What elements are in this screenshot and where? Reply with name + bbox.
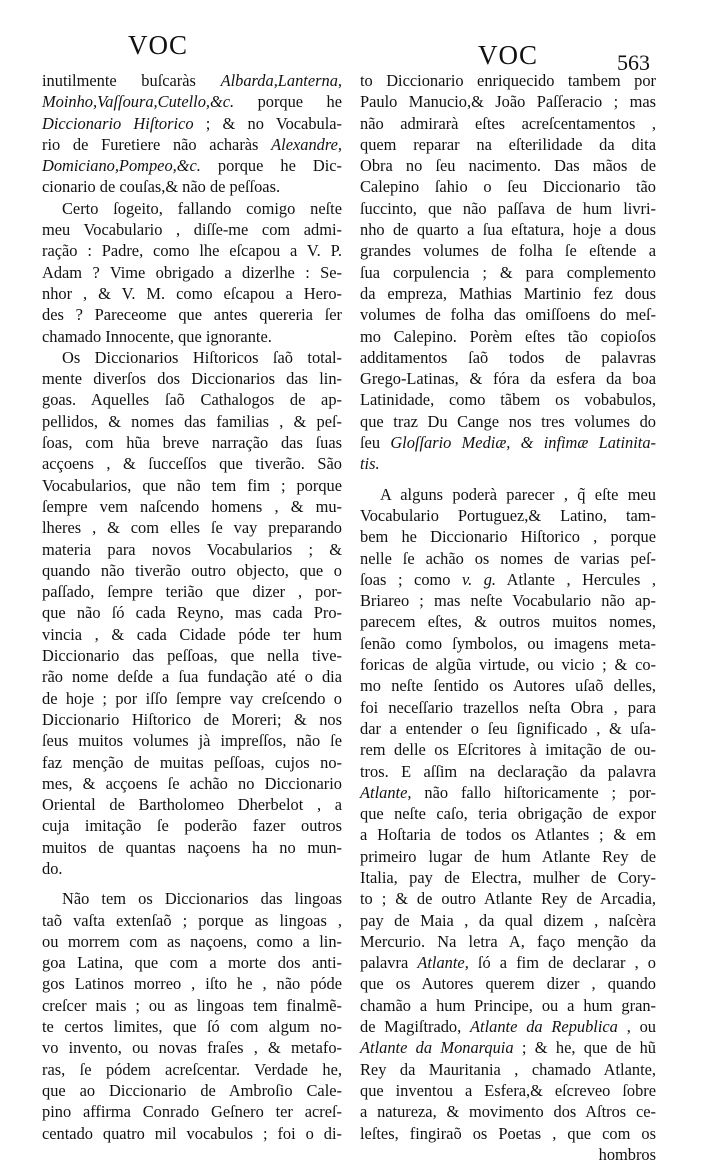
roman-text: rem delle os Eſcritores à imitação de ou-	[360, 740, 656, 760]
text-line	[42, 709, 342, 730]
text-line	[42, 752, 342, 773]
text-line	[360, 1080, 656, 1101]
text-line	[360, 824, 656, 845]
roman-text: mo Calepino. Porèm eſtes tão copioſos	[360, 326, 656, 346]
roman-text: inutilmente buſcaràs	[42, 71, 221, 90]
roman-text: ſeu	[360, 433, 391, 453]
text-line	[360, 739, 656, 760]
text-line	[360, 1101, 656, 1122]
roman-text: quem reparar na eſterilidade da dita	[360, 134, 656, 154]
roman-text: não fallo hiſtoricamente ; por-	[411, 782, 656, 802]
roman-text: Não tem os Diccionarios das lingoas	[62, 889, 342, 909]
text-line	[360, 867, 656, 888]
text-line	[360, 1144, 656, 1165]
roman-text: des ? Pareceome que antes quereria ſer	[42, 305, 342, 325]
running-head-right: VOC	[478, 40, 539, 70]
text-line	[360, 697, 656, 718]
text-line	[42, 1059, 342, 1080]
roman-text: pellidos, & nomes das familias , & peſ-	[42, 411, 342, 431]
paragraph-gap	[42, 879, 342, 888]
text-line	[42, 91, 342, 112]
text-line	[42, 581, 342, 602]
roman-text: ſeus muitos volumes jà impreſſos, não ſe	[42, 731, 342, 751]
roman-text: Vocabulario Portuguez,& Latino, tam-	[360, 505, 656, 525]
text-line	[360, 347, 656, 368]
roman-text: mes, & acçoens ſe achão no Diccionario	[42, 773, 342, 793]
text-line	[360, 910, 656, 931]
roman-text: mo neſte ſentido os Autores uſaõ delles,	[360, 676, 656, 696]
text-line	[42, 411, 342, 432]
roman-text: Diccionario das peſſoas, que nella tive-	[42, 646, 342, 666]
roman-text: cionario de couſas,& não de peſſoas.	[42, 177, 281, 197]
roman-text: Paulo Manucio,& João Paſſeracio ; mas	[360, 92, 656, 112]
roman-text: Adam ? Vime obrigado a dizerlhe : Se-	[42, 262, 342, 282]
roman-text: , ou	[617, 1017, 657, 1037]
roman-text: cuja imitação ſe poderão fazer outros	[42, 816, 342, 836]
paragraph-gap	[360, 475, 656, 484]
roman-text: ſua corpulencia ; & para complemento	[360, 262, 656, 282]
text-line	[42, 219, 342, 240]
roman-text: de Magiſtrado,	[360, 1017, 471, 1037]
text-line	[42, 113, 342, 134]
roman-text: pay de Maia , da qual dizem , naſcèra	[360, 910, 656, 930]
text-line	[42, 1101, 342, 1122]
roman-text: Os Diccionarios Hiſtoricos ſaõ total-	[62, 347, 342, 367]
text-line	[360, 176, 656, 197]
roman-text: hombros	[598, 1144, 656, 1164]
roman-text: que inventou a Esfera,& eſcreveo ſobre	[360, 1080, 656, 1100]
roman-text: Briareo ; mas neſte Vocabulario não ap-	[360, 591, 656, 611]
roman-text: gos Latinos morreo , iſto he , não póde	[42, 974, 342, 994]
text-line	[360, 633, 656, 654]
text-line	[360, 70, 656, 91]
text-line	[42, 198, 342, 219]
roman-text: nho de quarto a ſua eſtatura, hoje a dous	[360, 220, 656, 240]
text-line	[360, 803, 656, 824]
roman-text: bem he Diccionario Hiſtorico , porque	[360, 527, 656, 547]
text-line	[360, 198, 656, 219]
roman-text: acçoens , & ſucceſſos que tiverão. São	[42, 454, 342, 474]
text-line	[42, 240, 342, 261]
text-line	[360, 761, 656, 782]
text-line	[42, 475, 342, 496]
text-line	[360, 505, 656, 526]
text-line	[42, 973, 342, 994]
roman-text: que não ſó cada Reyno, mas cada Pro-	[42, 603, 342, 623]
roman-text: taõ vaſta extenſaõ ; porque as lingoas ,	[42, 910, 342, 930]
roman-text: Italia, pay de Electra, mulher de Cory-	[360, 867, 656, 887]
italic-text: Atlante da Republica	[470, 1017, 618, 1037]
roman-text: foricas de algũa virtude, ou vicio ; & co-	[360, 655, 656, 675]
text-line	[360, 453, 656, 474]
roman-text: ou morrem com as naçoens, como a lin-	[42, 931, 342, 951]
text-line	[42, 262, 342, 283]
roman-text: ſoas ; como	[360, 569, 463, 589]
text-line	[42, 326, 342, 347]
italic-text: Atlante da Monarquia	[360, 1038, 514, 1058]
italic-text: v. g.	[462, 569, 497, 589]
text-line	[42, 1123, 342, 1144]
text-line	[360, 718, 656, 739]
roman-text: lheres , & com elles ſe vay preparando	[42, 518, 342, 538]
roman-text: Vocabularios, que não tem fim ; porque	[42, 475, 342, 495]
text-line	[42, 539, 342, 560]
text-line	[42, 432, 342, 453]
left-text-column	[42, 70, 342, 1144]
italic-text: Diccionario Hiſtorico	[42, 113, 194, 133]
text-line	[42, 347, 342, 368]
roman-text: de hoje ; por iſſo ſempre vay creſcendo o	[42, 688, 342, 708]
text-line	[360, 304, 656, 325]
roman-text: muitos de quantas naçoens ha no mun-	[42, 837, 342, 857]
roman-text: porque he	[234, 92, 342, 112]
text-line	[42, 560, 342, 581]
text-line	[42, 283, 342, 304]
text-line	[42, 1037, 342, 1058]
roman-text: A alguns poderà parecer , q̃ eſte meu	[380, 484, 656, 504]
roman-text: vo invento, ou novas fraſes , & metafo-	[42, 1038, 342, 1058]
text-line	[42, 624, 342, 645]
roman-text: vincia , & cada Cidade póde ter hum	[42, 624, 342, 644]
roman-text: palavra	[360, 953, 418, 973]
roman-text: Certo ſogeito, fallando comigo neſte	[62, 198, 342, 218]
text-line	[360, 569, 656, 590]
roman-text: paſſado, ſempre terião que dizer , por-	[42, 582, 342, 602]
text-line	[360, 526, 656, 547]
text-line	[42, 952, 342, 973]
roman-text: do.	[42, 858, 63, 878]
text-line	[360, 389, 656, 410]
roman-text: goa Latina, que com a morte dos anti-	[42, 953, 342, 973]
roman-text: que neſte caſo, teria obrigação de expor	[360, 804, 656, 824]
roman-text: pino affirma Conrado Geſnero ter acreſ-	[42, 1102, 342, 1122]
text-line	[42, 931, 342, 952]
roman-text: a Hoſtaria de todos os Atlantes ; & em	[360, 825, 656, 845]
roman-text: quando não tiverão outro objecto, que o	[42, 560, 342, 580]
roman-text: Latinidade, como tãbem os vobabulos,	[360, 390, 656, 410]
roman-text: to ; & de outro Atlante Rey de Arcadia,	[360, 889, 656, 909]
roman-text: que ao Diccionario de Ambroſio Cale-	[42, 1080, 342, 1100]
roman-text: parecem eſtes, & outros muitos nomes,	[360, 612, 656, 632]
roman-text: Oriental de Bartholomeo Dherbelot , a	[42, 795, 342, 815]
roman-text: ſempre vem naſcendo homens , & mu-	[42, 496, 342, 516]
roman-text: primeiro lugar de hum Atlante Rey de	[360, 846, 656, 866]
roman-text: Obra no ſeu nacimento. Das mãos de	[360, 156, 656, 176]
roman-text: to Diccionario enriquecido tambem por	[360, 71, 656, 90]
text-line	[360, 240, 656, 261]
roman-text: que os Autores querem dizer , quando	[360, 974, 656, 994]
text-line	[42, 134, 342, 155]
text-line	[42, 453, 342, 474]
text-line	[42, 837, 342, 858]
roman-text: grandes volumes de folha ſe eſtende a	[360, 241, 656, 261]
text-line	[360, 368, 656, 389]
italic-text: tis.	[360, 454, 380, 474]
text-line	[360, 675, 656, 696]
roman-text: volumes de folha das omiſſoens do meſ-	[360, 305, 656, 325]
roman-text: Mercurio. Na letra A, faço menção da	[360, 931, 656, 951]
roman-text: meu Vocabulario , diſſe-me com admi-	[42, 220, 342, 240]
roman-text: que traz Du Cange nos tres volumes do	[360, 411, 656, 431]
text-line	[360, 952, 656, 973]
text-line	[42, 794, 342, 815]
roman-text: nelle ſe achão os nomes de varias peſ-	[360, 548, 656, 568]
text-line	[42, 304, 342, 325]
roman-text: foi neceſſario trazellos neſta Obra , para	[360, 697, 656, 717]
roman-text: não admirarà eſtes acreſcentamentos ,	[360, 113, 656, 133]
text-line	[360, 134, 656, 155]
text-line	[360, 283, 656, 304]
text-line	[360, 846, 656, 867]
roman-text: goas. Aquelles ſaõ Cathalogos de ap-	[42, 390, 342, 410]
roman-text: ſuccinto, que não paſſava de hum livri-	[360, 198, 656, 218]
text-line	[42, 496, 342, 517]
text-line	[42, 688, 342, 709]
roman-text: chamão a hum Principe, ou a hum gran-	[360, 995, 656, 1015]
roman-text: dar a entender o ſeu ſignificado , & uſa-	[360, 718, 656, 738]
text-line	[360, 1123, 656, 1144]
italic-text: Moinho,Vaſſoura,Cutello,&c.	[42, 92, 235, 112]
italic-text: Gloſſario Mediæ, & infimæ Latinita-	[390, 433, 656, 453]
text-line	[42, 666, 342, 687]
roman-text: centado quatro mil vocabulos ; foi o di-	[42, 1123, 342, 1143]
text-line	[360, 91, 656, 112]
roman-text: rio de Furetiere não acharàs	[42, 134, 272, 154]
roman-text: chamado Innocente, que ignorante.	[42, 326, 272, 346]
roman-text: additamentos ſaõ todos de palavras	[360, 347, 656, 367]
text-line	[360, 995, 656, 1016]
right-text-column	[360, 70, 656, 1165]
text-line	[42, 70, 342, 91]
roman-text: nhor , & V. M. como eſcapou a Hero-	[42, 283, 342, 303]
text-line	[360, 155, 656, 176]
text-line	[360, 432, 656, 453]
text-line	[42, 730, 342, 751]
roman-text: ſó a fim de declarar , o	[468, 953, 656, 973]
page-number: 563	[617, 50, 650, 75]
text-line	[42, 1080, 342, 1101]
text-line	[360, 1037, 656, 1058]
text-line	[360, 219, 656, 240]
text-line	[42, 155, 342, 176]
roman-text: te certos limites, que ſó com algum no-	[42, 1017, 342, 1037]
roman-text: porque he Dic-	[200, 156, 342, 176]
italic-text: Albarda,Lanterna,	[220, 71, 342, 90]
text-line	[360, 326, 656, 347]
roman-text: faz menção de muitas peſſoas, cujos no-	[42, 752, 342, 772]
roman-text: ; & he, que de hũ	[513, 1038, 656, 1058]
text-line	[360, 654, 656, 675]
roman-text: a natureza, & movimento dos Aſtros ce-	[360, 1102, 656, 1122]
text-line	[360, 973, 656, 994]
text-line	[42, 888, 342, 909]
italic-text: Atlante,	[417, 953, 469, 973]
roman-text: ração : Padre, como lhe eſcapou a V. P.	[42, 241, 342, 261]
roman-text: Rey da Mauritania , chamado Atlante,	[360, 1059, 656, 1079]
italic-text: Alexandre,	[271, 134, 342, 154]
text-line	[42, 176, 342, 197]
text-line	[42, 910, 342, 931]
roman-text: tros. E aſſim na declaração da palavra	[360, 761, 656, 781]
text-line	[42, 995, 342, 1016]
text-line	[42, 517, 342, 538]
text-line	[360, 931, 656, 952]
text-line	[360, 262, 656, 283]
text-line	[42, 773, 342, 794]
roman-text: ſenão como ſymbolos, ou imagens meta-	[360, 633, 656, 653]
text-line	[360, 1016, 656, 1037]
roman-text: creſcer mais ; ou as lingoas tem finalmẽ-	[42, 995, 342, 1015]
text-line	[360, 411, 656, 432]
italic-text: Atlante,	[360, 782, 412, 802]
text-line	[42, 368, 342, 389]
text-line	[360, 484, 656, 505]
text-line	[360, 611, 656, 632]
text-line	[360, 590, 656, 611]
text-line	[360, 888, 656, 909]
roman-text: materia para novos Vocabularios ; &	[42, 539, 342, 559]
text-line	[42, 645, 342, 666]
text-line	[42, 389, 342, 410]
roman-text: ſoas, com hũa breve narração das ſuas	[42, 433, 342, 453]
roman-text: ; & no Vocabula-	[193, 113, 343, 133]
text-line	[360, 548, 656, 569]
roman-text: da empreza, Mathias Martinio fez dous	[360, 283, 656, 303]
roman-text: rão nome deſde a ſua fundação até o dia	[42, 667, 342, 687]
roman-text: Diccionario Hiſtorico de Moreri; & nos	[42, 709, 342, 729]
running-head-left: VOC	[128, 30, 189, 60]
roman-text: Calepino ſahio o ſeu Diccionario tão	[360, 177, 656, 197]
roman-text: Grego-Latinas, & fóra da esfera da boa	[360, 369, 656, 389]
text-line	[360, 113, 656, 134]
text-line	[42, 602, 342, 623]
text-line	[42, 858, 342, 879]
italic-text: Domiciano,Pompeo,&c.	[42, 156, 201, 176]
roman-text: Atlante , Hercules ,	[496, 569, 656, 589]
text-line	[42, 1016, 342, 1037]
text-line	[360, 1059, 656, 1080]
text-line	[42, 815, 342, 836]
text-line	[360, 782, 656, 803]
roman-text: mente diverſos dos Diccionarios das lin-	[42, 369, 342, 389]
roman-text: ras, ſe pódem acreſcentar. Verdade he,	[42, 1059, 342, 1079]
roman-text: leſtes, fingiraõ os Poetas , que com os	[360, 1123, 656, 1143]
